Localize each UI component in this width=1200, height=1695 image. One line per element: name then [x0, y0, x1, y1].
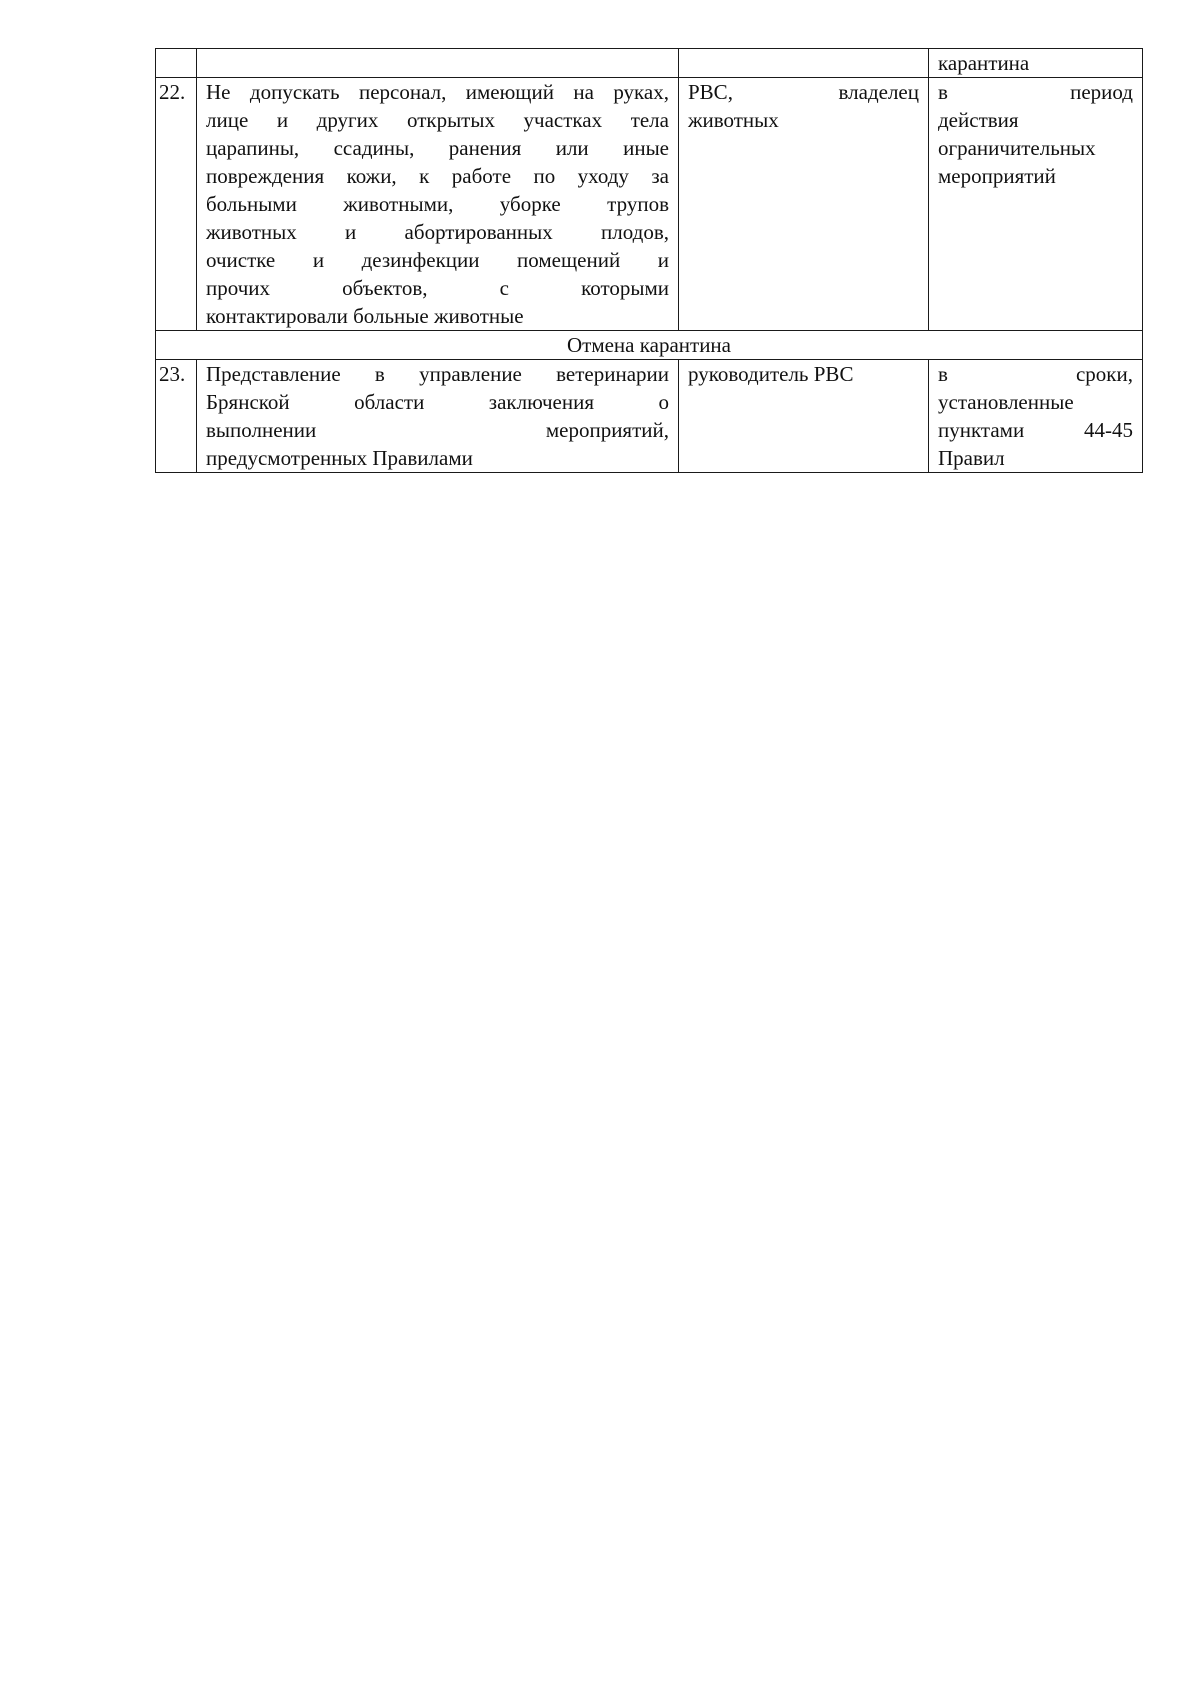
- table-row: [156, 78, 1143, 331]
- measure-cell: [197, 360, 679, 473]
- responsible-cell: [679, 78, 929, 331]
- responsible-line: животных: [688, 108, 779, 132]
- responsible-cell: [679, 360, 929, 473]
- measure-line: лице и других открытых участках тела: [206, 108, 669, 132]
- row-number-cell: 23.: [156, 360, 197, 473]
- term-line: карантина: [938, 51, 1030, 75]
- term-cell: [929, 360, 1143, 473]
- section-title: Отмена карантина: [156, 331, 1143, 360]
- measure-line: прочих объектов, с которыми: [206, 276, 669, 300]
- table-row: [156, 360, 1143, 473]
- term-line: ограничительных: [938, 136, 1096, 160]
- term-line: мероприятий: [938, 164, 1056, 188]
- responsible-cell: [679, 49, 929, 78]
- row-number-cell: 22.: [156, 78, 197, 331]
- measure-cell: [197, 49, 679, 78]
- term-line: установленные: [938, 390, 1074, 414]
- measure-line: очистке и дезинфекции помещений и: [206, 248, 669, 272]
- term-line: в период: [938, 80, 1133, 104]
- measure-line: больными животными, уборке трупов: [206, 192, 669, 216]
- measures-table: [155, 48, 1143, 473]
- measure-line: Не допускать персонал, имеющий на руках,: [206, 80, 669, 104]
- measure-line: выполнении мероприятий,: [206, 418, 669, 442]
- row-number-cell: [156, 49, 197, 78]
- term-line: Правил: [938, 446, 1005, 470]
- measure-line: предусмотренных Правилами: [206, 446, 473, 470]
- measure-line: контактировали больные животные: [206, 304, 524, 328]
- term-line: в сроки,: [938, 362, 1133, 386]
- table-row-carryover: [156, 49, 1143, 78]
- measure-line: царапины, ссадины, ранения или иные: [206, 136, 669, 160]
- responsible-line: РВС, владелец: [688, 80, 919, 104]
- section-header-row: [156, 331, 1143, 360]
- term-cell: [929, 49, 1143, 78]
- term-line: пунктами 44-45: [938, 418, 1133, 442]
- measure-line: повреждения кожи, к работе по уходу за: [206, 164, 669, 188]
- term-cell: [929, 78, 1143, 331]
- measure-cell: [197, 78, 679, 331]
- measure-line: Брянской области заключения о: [206, 390, 669, 414]
- measure-line: животных и абортированных плодов,: [206, 220, 669, 244]
- responsible-line: руководитель РВС: [688, 362, 854, 386]
- measure-line: Представление в управление ветеринарии: [206, 362, 669, 386]
- term-line: действия: [938, 108, 1019, 132]
